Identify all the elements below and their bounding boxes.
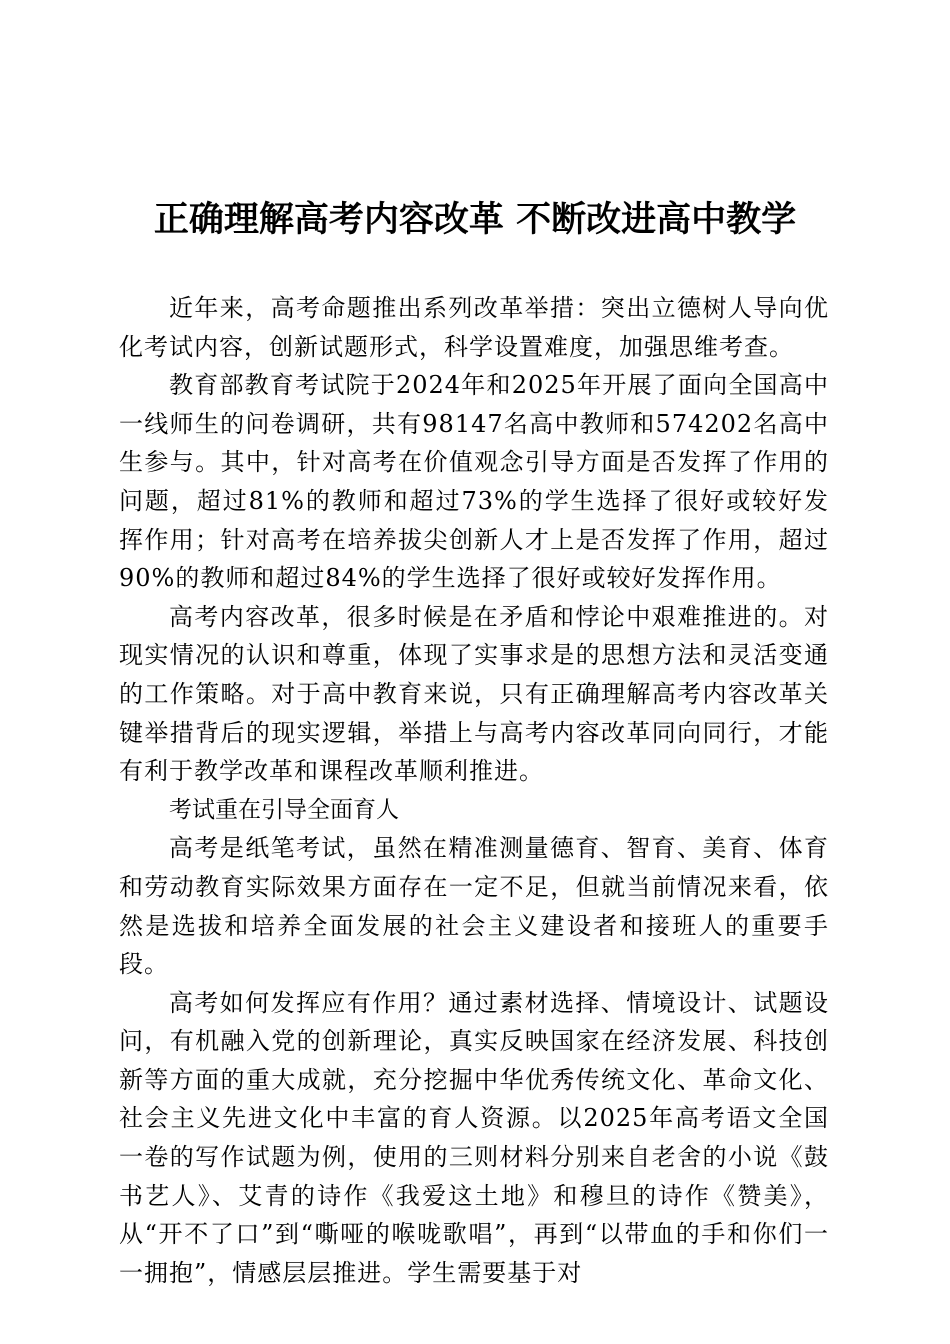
paragraph-role: 高考如何发挥应有作用？通过素材选择、情境设计、试题设问，有机融入党的创新理论，真实反映国家在经济发展、科技创新等方面的重大成就，充分挖掘中华优秀传统文化、革命文化、社会主义先进文化中丰富的育人资源。以2025年高考语文全国一卷的写作试题为例，使用的三则材料分别来自老舍的小说《鼓书艺人》、艾青的诗作《我爱这土地》和穆旦的诗作《赞美》，从“开不了口”到“嘶哑的喉咙歌唱”，再到“以带血的手和你们一一拥抱”，情感层层推进。学生需要基于对: [119, 988, 829, 1287]
section-heading: 考试重在引导全面育人: [169, 796, 399, 823]
paragraph-intro: 近年来，高考命题推出系列改革举措：突出立德树人导向优化考试内容，创新试题形式，科学设置难度，加强思维考查。: [119, 294, 829, 361]
article-body: [119, 289, 829, 1292]
paragraph-reform: 高考内容改革，很多时候是在矛盾和悖论中艰难推进的。对现实情况的认识和尊重，体现了实事求是的思想方法和灵活变通的工作策略。对于高中教育来说，只有正确理解高考内容改革关键举措背后的现实逻辑，举措上与高考内容改革同向同行，才能有利于教学改革和课程改革顺利推进。: [119, 602, 829, 786]
paragraph-exam: 高考是纸笔考试，虽然在精准测量德育、智育、美育、体育和劳动教育实际效果方面存在一定不足，但就当前情况来看，依然是选拔和培养全面发展的社会主义建设者和接班人的重要手段。: [119, 834, 829, 979]
paragraph-survey: 教育部教育考试院于2024年和2025年开展了面向全国高中一线师生的问卷调研，共有98147名高中教师和574202名高中生参与。其中，针对高考在价值观念引导方面是否发挥了作用的问题，超过81%的教师和超过73%的学生选择了很好或较好发挥作用；针对高考在培养拔尖创新人才上是否发挥了作用，超过90%的教师和超过84%的学生选择了很好或较好发挥作用。: [119, 371, 829, 593]
article-title: 正确理解高考内容改革 不断改进高中教学: [153, 199, 797, 240]
